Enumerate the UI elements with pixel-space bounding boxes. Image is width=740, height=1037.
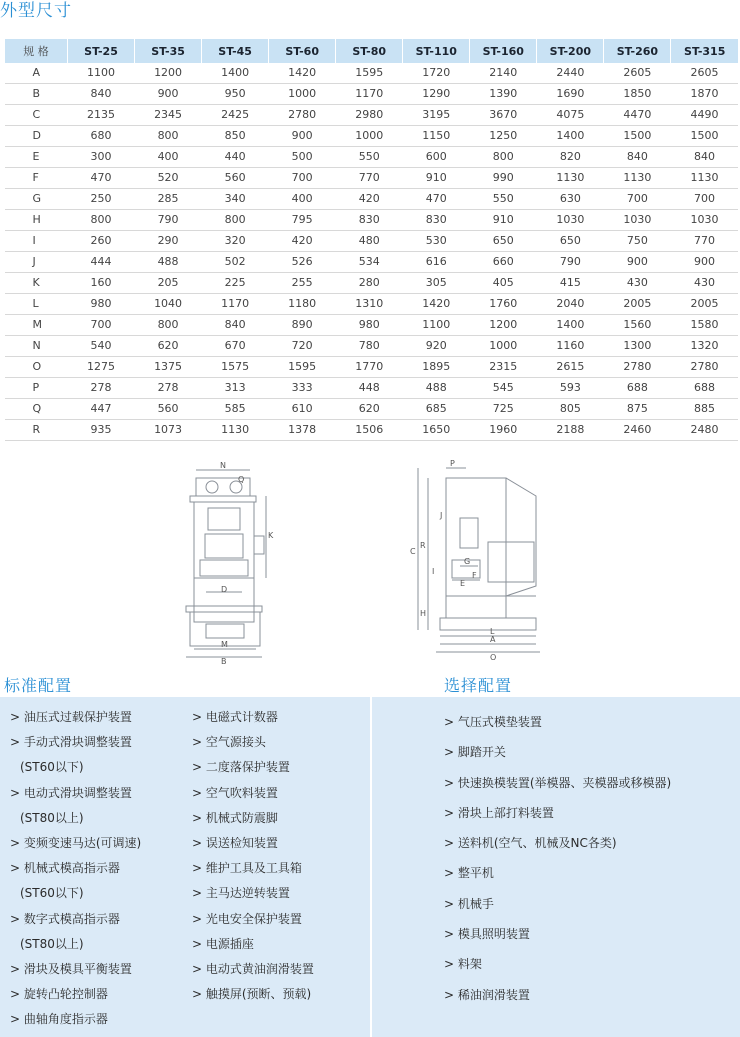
dimension-value: 1506 bbox=[336, 420, 403, 441]
dimension-value: 488 bbox=[135, 252, 202, 273]
dimension-label: Q bbox=[5, 399, 68, 420]
dimension-value: 2605 bbox=[671, 63, 738, 84]
optional-config-title: 选择配置 bbox=[444, 676, 513, 695]
dimension-value: 688 bbox=[604, 378, 671, 399]
dimension-value: 3670 bbox=[470, 105, 537, 126]
dimension-label: M bbox=[5, 315, 68, 336]
list-item: > 空气吹料装置 bbox=[192, 785, 278, 800]
list-item: (ST60以下) bbox=[20, 760, 84, 775]
list-item: > 电动式滑块调整装置 bbox=[10, 785, 132, 800]
dimension-value: 160 bbox=[68, 273, 135, 294]
dimension-value: 680 bbox=[68, 126, 135, 147]
dimension-value: 530 bbox=[403, 231, 470, 252]
dimension-value: 685 bbox=[403, 399, 470, 420]
dimension-value: 980 bbox=[68, 294, 135, 315]
dimension-value: 1375 bbox=[135, 357, 202, 378]
list-item: > 曲轴角度指示器 bbox=[10, 1012, 108, 1027]
dimension-value: 650 bbox=[470, 231, 537, 252]
dimension-value: 1400 bbox=[537, 126, 604, 147]
dimension-value: 1150 bbox=[403, 126, 470, 147]
side-label-f: F bbox=[472, 571, 477, 580]
dimension-value: 910 bbox=[470, 210, 537, 231]
dimension-label: H bbox=[5, 210, 68, 231]
dimension-value: 700 bbox=[671, 189, 738, 210]
table-row bbox=[5, 336, 739, 357]
dimension-value: 800 bbox=[202, 210, 269, 231]
dimension-value: 980 bbox=[336, 315, 403, 336]
list-item: > 主马达逆转装置 bbox=[192, 886, 290, 901]
dimension-value: 440 bbox=[202, 147, 269, 168]
dimension-value: 670 bbox=[202, 336, 269, 357]
dimension-value: 750 bbox=[604, 231, 671, 252]
table-row bbox=[5, 252, 739, 273]
dimension-value: 1770 bbox=[336, 357, 403, 378]
dimension-value: 990 bbox=[470, 168, 537, 189]
dimension-value: 900 bbox=[671, 252, 738, 273]
dimension-value: 1160 bbox=[537, 336, 604, 357]
dimension-value: 2188 bbox=[537, 420, 604, 441]
list-item: > 脚踏开关 bbox=[444, 745, 506, 760]
dimension-value: 500 bbox=[269, 147, 336, 168]
dimension-value: 1200 bbox=[470, 315, 537, 336]
table-row bbox=[5, 231, 739, 252]
dimension-value: 1200 bbox=[135, 63, 202, 84]
dimension-label: G bbox=[5, 189, 68, 210]
dimension-value: 910 bbox=[403, 168, 470, 189]
dimension-value: 333 bbox=[269, 378, 336, 399]
dimension-value: 340 bbox=[202, 189, 269, 210]
dimension-label: L bbox=[5, 294, 68, 315]
list-item: (ST60以下) bbox=[20, 886, 84, 901]
dimension-value: 278 bbox=[68, 378, 135, 399]
dimension-value: 545 bbox=[470, 378, 537, 399]
dimension-value: 1030 bbox=[537, 210, 604, 231]
table-row bbox=[5, 84, 739, 105]
dimension-value: 1378 bbox=[269, 420, 336, 441]
dimension-value: 4075 bbox=[537, 105, 604, 126]
dimension-value: 2005 bbox=[604, 294, 671, 315]
dimension-value: 3195 bbox=[403, 105, 470, 126]
list-item: (ST80以上) bbox=[20, 936, 84, 951]
dimension-value: 526 bbox=[269, 252, 336, 273]
dimension-value: 447 bbox=[68, 399, 135, 420]
dimension-value: 800 bbox=[135, 315, 202, 336]
dimension-value: 2005 bbox=[671, 294, 738, 315]
dimension-value: 620 bbox=[135, 336, 202, 357]
model-header: ST-25 bbox=[68, 39, 135, 63]
dimension-value: 550 bbox=[336, 147, 403, 168]
side-label-g: G bbox=[464, 557, 471, 566]
model-header: ST-110 bbox=[403, 39, 470, 63]
dimension-value: 800 bbox=[68, 210, 135, 231]
dimension-value: 250 bbox=[68, 189, 135, 210]
dimension-value: 300 bbox=[68, 147, 135, 168]
dimension-value: 790 bbox=[135, 210, 202, 231]
dimension-value: 1030 bbox=[604, 210, 671, 231]
dimension-value: 1400 bbox=[537, 315, 604, 336]
dimension-value: 480 bbox=[336, 231, 403, 252]
model-header: ST-315 bbox=[671, 39, 738, 63]
dimension-value: 430 bbox=[604, 273, 671, 294]
list-item: > 送料机(空气、机械及NC各类) bbox=[444, 836, 617, 851]
table-row bbox=[5, 357, 739, 378]
dimension-value: 770 bbox=[336, 168, 403, 189]
dimension-value: 2480 bbox=[671, 420, 738, 441]
dimension-value: 1575 bbox=[202, 357, 269, 378]
page-title: 外型尺寸 bbox=[0, 1, 72, 21]
dimension-value: 2460 bbox=[604, 420, 671, 441]
dimension-value: 2315 bbox=[470, 357, 537, 378]
list-item: > 旋转凸轮控制器 bbox=[10, 987, 108, 1002]
dimension-value: 1320 bbox=[671, 336, 738, 357]
model-header: ST-80 bbox=[336, 39, 403, 63]
list-item: > 快速换模装置(举模器、夹模器或移模器) bbox=[444, 775, 672, 790]
dimension-value: 4470 bbox=[604, 105, 671, 126]
dimension-value: 840 bbox=[68, 84, 135, 105]
dimension-value: 1420 bbox=[403, 294, 470, 315]
dimension-label: C bbox=[5, 105, 68, 126]
dimension-value: 2040 bbox=[537, 294, 604, 315]
dimension-value: 2345 bbox=[135, 105, 202, 126]
dimension-value: 950 bbox=[202, 84, 269, 105]
dimension-value: 660 bbox=[470, 252, 537, 273]
dimension-value: 1130 bbox=[604, 168, 671, 189]
list-item: > 手动式滑块调整装置 bbox=[10, 735, 132, 750]
dimension-label: I bbox=[5, 231, 68, 252]
list-item: > 电源插座 bbox=[192, 936, 254, 951]
model-header: ST-60 bbox=[269, 39, 336, 63]
dimension-value: 1400 bbox=[202, 63, 269, 84]
dimension-value: 415 bbox=[537, 273, 604, 294]
dimension-value: 1100 bbox=[403, 315, 470, 336]
dimension-value: 1310 bbox=[336, 294, 403, 315]
dimension-value: 400 bbox=[269, 189, 336, 210]
front-label-k: K bbox=[268, 531, 274, 540]
side-label-i: I bbox=[432, 567, 435, 576]
dimension-value: 1000 bbox=[269, 84, 336, 105]
dimension-value: 630 bbox=[537, 189, 604, 210]
dimension-value: 255 bbox=[269, 273, 336, 294]
dimension-value: 1580 bbox=[671, 315, 738, 336]
model-header: ST-45 bbox=[202, 39, 269, 63]
side-label-j: J bbox=[440, 511, 443, 520]
dimension-value: 620 bbox=[336, 399, 403, 420]
table-row bbox=[5, 294, 739, 315]
dimension-value: 1300 bbox=[604, 336, 671, 357]
front-label-d: D bbox=[221, 585, 228, 594]
dimension-value: 420 bbox=[336, 189, 403, 210]
dimension-value: 1130 bbox=[202, 420, 269, 441]
dimension-label: P bbox=[5, 378, 68, 399]
list-item: > 误送检知装置 bbox=[192, 835, 278, 850]
dimension-value: 1895 bbox=[403, 357, 470, 378]
side-label-r: R bbox=[420, 541, 426, 550]
dimension-value: 1000 bbox=[336, 126, 403, 147]
dimension-label: E bbox=[5, 147, 68, 168]
dimension-value: 488 bbox=[403, 378, 470, 399]
dimension-value: 2135 bbox=[68, 105, 135, 126]
table-row bbox=[5, 420, 739, 441]
dimension-value: 700 bbox=[604, 189, 671, 210]
front-label-q: Q bbox=[238, 475, 245, 484]
dimension-value: 520 bbox=[135, 168, 202, 189]
list-item: > 稀油润滑装置 bbox=[444, 987, 530, 1002]
dimension-value: 1500 bbox=[671, 126, 738, 147]
side-label-o: O bbox=[490, 653, 497, 662]
dimension-value: 2615 bbox=[537, 357, 604, 378]
list-item: > 维护工具及工具箱 bbox=[192, 861, 302, 876]
dimension-value: 900 bbox=[135, 84, 202, 105]
dimension-value: 4490 bbox=[671, 105, 738, 126]
side-label-e: E bbox=[460, 579, 466, 588]
list-item: > 机械手 bbox=[444, 896, 494, 911]
dimension-value: 278 bbox=[135, 378, 202, 399]
dimension-value: 780 bbox=[336, 336, 403, 357]
dimension-value: 405 bbox=[470, 273, 537, 294]
dimension-value: 400 bbox=[135, 147, 202, 168]
dimension-value: 320 bbox=[202, 231, 269, 252]
list-item: > 电磁式计数器 bbox=[192, 710, 278, 724]
dimension-label: B bbox=[5, 84, 68, 105]
dimension-label: A bbox=[5, 63, 68, 84]
dimension-value: 2425 bbox=[202, 105, 269, 126]
table-row bbox=[5, 126, 739, 147]
list-item: > 滑块及模具平衡装置 bbox=[10, 961, 132, 976]
list-item: > 料架 bbox=[444, 957, 482, 972]
list-item: (ST80以上) bbox=[20, 810, 84, 825]
dimension-value: 1290 bbox=[403, 84, 470, 105]
dimension-value: 585 bbox=[202, 399, 269, 420]
table-row bbox=[5, 147, 739, 168]
model-header: ST-35 bbox=[135, 39, 202, 63]
list-item: > 滑块上部打料装置 bbox=[444, 805, 554, 820]
table-row bbox=[5, 378, 739, 399]
list-item: > 模具照明装置 bbox=[444, 927, 530, 942]
dimension-value: 830 bbox=[403, 210, 470, 231]
dimension-value: 560 bbox=[202, 168, 269, 189]
model-header: ST-260 bbox=[604, 39, 671, 63]
dimension-value: 225 bbox=[202, 273, 269, 294]
dimension-value: 1720 bbox=[403, 63, 470, 84]
dimension-value: 1180 bbox=[269, 294, 336, 315]
dimension-label: J bbox=[5, 252, 68, 273]
dimension-value: 2780 bbox=[269, 105, 336, 126]
dimension-value: 1850 bbox=[604, 84, 671, 105]
dimension-value: 502 bbox=[202, 252, 269, 273]
optional-config-list bbox=[444, 707, 671, 1010]
standard-config-title: 标准配置 bbox=[4, 676, 73, 695]
table-row bbox=[5, 168, 739, 189]
dimension-value: 935 bbox=[68, 420, 135, 441]
list-item: > 整平机 bbox=[444, 866, 494, 881]
dimension-value: 700 bbox=[269, 168, 336, 189]
dimension-value: 720 bbox=[269, 336, 336, 357]
dimension-value: 550 bbox=[470, 189, 537, 210]
dimension-value: 1390 bbox=[470, 84, 537, 105]
dimension-value: 290 bbox=[135, 231, 202, 252]
front-label-n: N bbox=[220, 461, 226, 470]
list-item: > 机械式模高指示器 bbox=[10, 861, 120, 876]
dimension-value: 285 bbox=[135, 189, 202, 210]
dimension-value: 840 bbox=[671, 147, 738, 168]
list-item: > 机械式防震脚 bbox=[192, 810, 278, 825]
list-item: > 二度落保护装置 bbox=[192, 760, 290, 775]
side-label-c: C bbox=[410, 547, 416, 556]
dimension-value: 593 bbox=[537, 378, 604, 399]
dimension-value: 313 bbox=[202, 378, 269, 399]
dimension-value: 885 bbox=[671, 399, 738, 420]
side-label-l: L bbox=[490, 627, 495, 636]
dimension-value: 444 bbox=[68, 252, 135, 273]
dimension-value: 430 bbox=[671, 273, 738, 294]
dimension-value: 305 bbox=[403, 273, 470, 294]
dimension-value: 600 bbox=[403, 147, 470, 168]
side-label-h: H bbox=[420, 609, 427, 618]
dimension-value: 820 bbox=[537, 147, 604, 168]
dimension-value: 900 bbox=[604, 252, 671, 273]
dimension-value: 800 bbox=[135, 126, 202, 147]
config-panel bbox=[0, 697, 740, 1037]
list-item: > 触摸屏(预断、预载) bbox=[192, 987, 312, 1002]
dimension-value: 840 bbox=[202, 315, 269, 336]
dimension-value: 1130 bbox=[671, 168, 738, 189]
dimension-value: 800 bbox=[470, 147, 537, 168]
dimension-value: 650 bbox=[537, 231, 604, 252]
standard-config-list-1 bbox=[10, 705, 141, 1032]
list-item: > 光电安全保护装置 bbox=[192, 911, 302, 926]
dimension-value: 2780 bbox=[604, 357, 671, 378]
dimension-value: 1000 bbox=[470, 336, 537, 357]
dimension-label: D bbox=[5, 126, 68, 147]
dimension-value: 470 bbox=[403, 189, 470, 210]
dimension-value: 770 bbox=[671, 231, 738, 252]
dimension-value: 805 bbox=[537, 399, 604, 420]
dimension-value: 1870 bbox=[671, 84, 738, 105]
table-row bbox=[5, 315, 739, 336]
front-view-drawing bbox=[186, 470, 266, 657]
list-item: > 空气源接头 bbox=[192, 735, 266, 750]
dimension-value: 1170 bbox=[202, 294, 269, 315]
table-row bbox=[5, 399, 739, 420]
dimension-value: 280 bbox=[336, 273, 403, 294]
spec-header-label: 规 格 bbox=[5, 39, 68, 63]
dimension-value: 1650 bbox=[403, 420, 470, 441]
dimension-value: 2605 bbox=[604, 63, 671, 84]
table-row bbox=[5, 273, 739, 294]
dimension-value: 1500 bbox=[604, 126, 671, 147]
dimension-value: 1130 bbox=[537, 168, 604, 189]
dimension-label: F bbox=[5, 168, 68, 189]
dimension-value: 850 bbox=[202, 126, 269, 147]
dimension-value: 540 bbox=[68, 336, 135, 357]
model-header: ST-200 bbox=[537, 39, 604, 63]
dimension-value: 688 bbox=[671, 378, 738, 399]
side-label-p: P bbox=[450, 459, 455, 468]
dimension-label: O bbox=[5, 357, 68, 378]
dimension-value: 1040 bbox=[135, 294, 202, 315]
dimension-value: 790 bbox=[537, 252, 604, 273]
list-item: > 变频变速马达(可调速) bbox=[10, 835, 142, 850]
dimension-value: 1275 bbox=[68, 357, 135, 378]
list-item: > 数字式模高指示器 bbox=[10, 911, 120, 926]
dimension-value: 448 bbox=[336, 378, 403, 399]
dimension-value: 1030 bbox=[671, 210, 738, 231]
dimension-value: 2980 bbox=[336, 105, 403, 126]
dimension-value: 1100 bbox=[68, 63, 135, 84]
dimension-value: 560 bbox=[135, 399, 202, 420]
dimension-value: 1250 bbox=[470, 126, 537, 147]
dimension-value: 2440 bbox=[537, 63, 604, 84]
dimension-value: 260 bbox=[68, 231, 135, 252]
dimension-value: 616 bbox=[403, 252, 470, 273]
dimension-value: 534 bbox=[336, 252, 403, 273]
table-row bbox=[5, 189, 739, 210]
dimension-value: 700 bbox=[68, 315, 135, 336]
side-view-drawing bbox=[418, 468, 540, 652]
dimensions-table bbox=[4, 39, 738, 441]
front-label-m: M bbox=[221, 640, 228, 649]
dimension-value: 205 bbox=[135, 273, 202, 294]
model-header: ST-160 bbox=[470, 39, 537, 63]
dimension-value: 920 bbox=[403, 336, 470, 357]
front-label-b: B bbox=[221, 657, 227, 666]
config-divider bbox=[370, 697, 372, 1037]
machine-drawings bbox=[0, 456, 740, 666]
dimension-value: 1420 bbox=[269, 63, 336, 84]
dimension-label: N bbox=[5, 336, 68, 357]
dimension-value: 725 bbox=[470, 399, 537, 420]
dimension-value: 830 bbox=[336, 210, 403, 231]
dimension-value: 1595 bbox=[269, 357, 336, 378]
dimension-value: 470 bbox=[68, 168, 135, 189]
table-row bbox=[5, 210, 739, 231]
standard-config-list-2 bbox=[192, 705, 314, 1007]
dimension-value: 2780 bbox=[671, 357, 738, 378]
dimension-value: 1073 bbox=[135, 420, 202, 441]
table-row bbox=[5, 105, 739, 126]
list-item: > 油压式过载保护装置 bbox=[10, 710, 132, 724]
dimension-value: 1960 bbox=[470, 420, 537, 441]
dimension-value: 1690 bbox=[537, 84, 604, 105]
dimension-value: 2140 bbox=[470, 63, 537, 84]
dimension-value: 1170 bbox=[336, 84, 403, 105]
dimension-label: K bbox=[5, 273, 68, 294]
dimension-label: R bbox=[5, 420, 68, 441]
side-label-a: A bbox=[490, 635, 496, 644]
table-header-row bbox=[5, 39, 739, 63]
dimension-value: 875 bbox=[604, 399, 671, 420]
dimension-value: 795 bbox=[269, 210, 336, 231]
dimension-value: 1560 bbox=[604, 315, 671, 336]
list-item: > 电动式黄油润滑装置 bbox=[192, 961, 314, 976]
dimension-value: 610 bbox=[269, 399, 336, 420]
dimension-value: 890 bbox=[269, 315, 336, 336]
dimension-value: 1760 bbox=[470, 294, 537, 315]
dimension-value: 420 bbox=[269, 231, 336, 252]
dimension-value: 1595 bbox=[336, 63, 403, 84]
table-row bbox=[5, 63, 739, 84]
list-item: > 气压式模垫装置 bbox=[444, 715, 542, 729]
dimension-value: 840 bbox=[604, 147, 671, 168]
dimension-value: 900 bbox=[269, 126, 336, 147]
